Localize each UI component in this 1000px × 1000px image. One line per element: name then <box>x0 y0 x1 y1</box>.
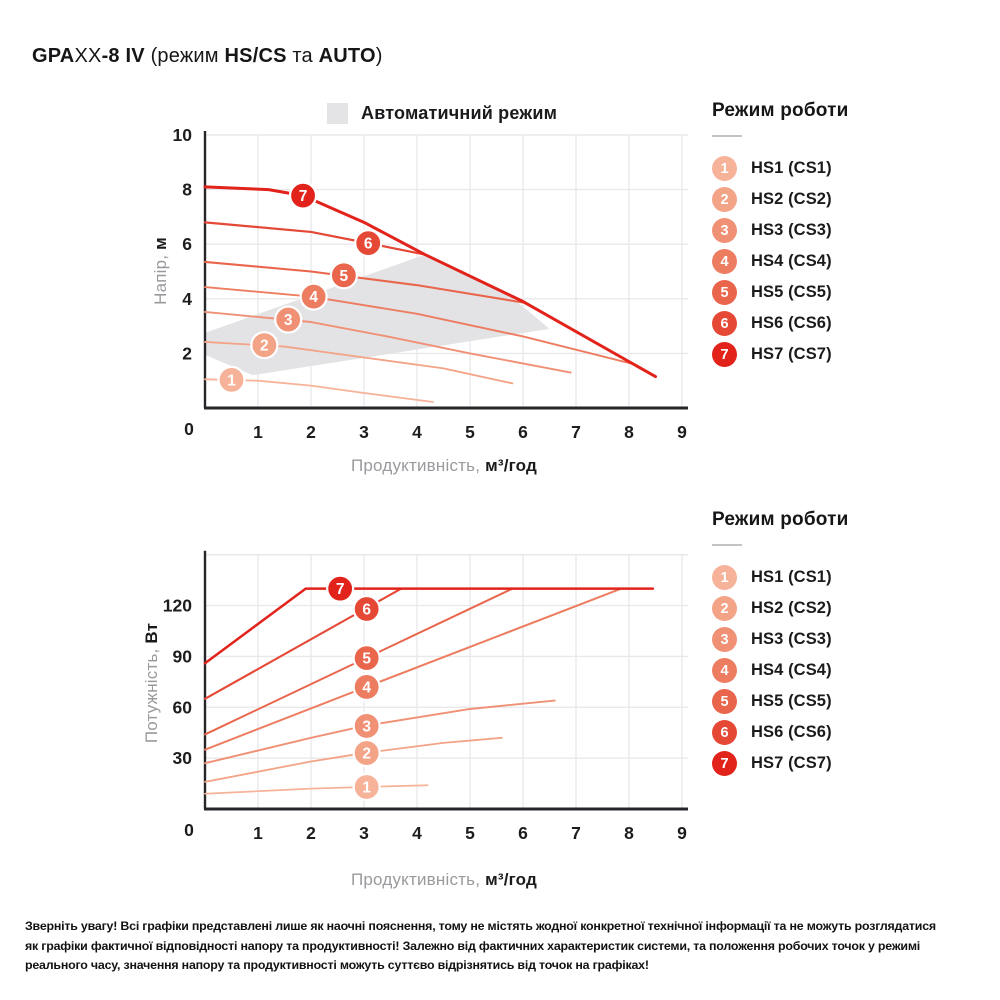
legend-item-hs33 <box>712 218 992 243</box>
title-mode-and: та <box>286 45 319 67</box>
legend-badge-5-icon: 5 <box>712 689 737 714</box>
disclaimer <box>25 917 1000 976</box>
svg-text:3: 3 <box>359 823 369 843</box>
curve-hs77 <box>205 589 653 664</box>
svg-text:6: 6 <box>518 422 528 442</box>
legend-item-label: HS6 (CS6) <box>751 314 832 332</box>
svg-text:8: 8 <box>624 823 634 843</box>
mode-legend-items <box>712 156 992 367</box>
title-mode-auto: AUTO <box>318 45 376 67</box>
curve-badge-6-icon <box>355 230 381 256</box>
curve-badge-7-icon <box>327 576 353 602</box>
svg-text:7: 7 <box>571 823 581 843</box>
legend-item-hs66 <box>712 311 992 336</box>
legend-badge-1-icon: 1 <box>712 156 737 181</box>
svg-text:2: 2 <box>306 422 316 442</box>
svg-text:10: 10 <box>172 125 192 145</box>
x-axis-unit-1: м³/год <box>485 456 538 475</box>
title-model-xx: XX <box>74 45 102 67</box>
svg-text:1: 1 <box>227 372 236 390</box>
y-axis-unit-1: м <box>151 237 170 250</box>
legend-item-hs77 <box>712 751 992 776</box>
legend-badge-1-icon: 1 <box>712 565 737 590</box>
legend-badge-6-icon: 6 <box>712 311 737 336</box>
title-mode-hscs: HS/CS <box>224 45 287 67</box>
legend-item-label: HS5 (CS5) <box>751 692 832 710</box>
y-axis-unit-2: Вт <box>142 622 161 644</box>
curve-badge-5-icon <box>331 262 357 288</box>
legend-item-hs66 <box>712 720 992 745</box>
legend-item-hs44 <box>712 658 992 683</box>
svg-text:2: 2 <box>260 337 269 355</box>
svg-text:1: 1 <box>253 422 263 442</box>
curve-badge-4-icon <box>301 284 327 310</box>
svg-text:4: 4 <box>362 679 371 697</box>
power-flow-chart <box>150 545 698 867</box>
auto-mode-label: Автоматичний режим <box>361 103 558 123</box>
mode-legend-heading: Режим роботи <box>712 100 849 121</box>
y-axis-title-head <box>151 237 171 305</box>
legend-badge-3-icon: 3 <box>712 627 737 652</box>
legend-item-label: HS3 (CS3) <box>751 630 832 648</box>
svg-text:4: 4 <box>412 823 422 843</box>
legend-item-label: HS6 (CS6) <box>751 723 832 741</box>
auto-mode-region <box>205 255 550 376</box>
legend-item-label: HS7 (CS7) <box>751 345 832 363</box>
svg-text:4: 4 <box>182 288 192 309</box>
legend-badge-7-icon: 7 <box>712 342 737 367</box>
x-axis-title-flow-1 <box>205 456 683 476</box>
x-axis-unit-2: м³/год <box>485 870 538 889</box>
y-axis-name-2: Потужність, <box>142 648 161 744</box>
svg-text:8: 8 <box>182 179 192 200</box>
legend-badge-6-icon: 6 <box>712 720 737 745</box>
mode-legend-top <box>712 100 992 373</box>
svg-text:5: 5 <box>362 650 371 668</box>
legend-item-label: HS2 (CS2) <box>751 190 832 208</box>
curve-badge-3-icon <box>354 713 380 739</box>
svg-text:4: 4 <box>412 422 422 442</box>
svg-text:5: 5 <box>465 823 475 843</box>
svg-text:3: 3 <box>362 718 371 736</box>
curve-badge-2-icon <box>251 332 277 358</box>
legend-item-label: HS1 (CS1) <box>751 159 832 177</box>
y-axis-title-power <box>142 623 162 743</box>
svg-text:8: 8 <box>624 422 634 442</box>
svg-text:60: 60 <box>172 697 192 718</box>
svg-text:7: 7 <box>335 581 345 599</box>
legend-item-hs11 <box>712 565 992 590</box>
svg-text:6: 6 <box>182 234 192 255</box>
svg-text:6: 6 <box>363 235 373 253</box>
svg-text:2: 2 <box>182 343 192 364</box>
curve-badge-6-icon <box>354 596 380 622</box>
svg-text:3: 3 <box>283 312 293 330</box>
x-axis-title-flow-2 <box>205 870 683 890</box>
svg-text:30: 30 <box>172 748 192 769</box>
curve-hs22 <box>205 738 502 782</box>
svg-text:1: 1 <box>253 823 263 843</box>
legend-badge-4-icon: 4 <box>712 249 737 274</box>
page-title <box>32 45 383 68</box>
svg-text:2: 2 <box>362 745 371 763</box>
legend-item-label: HS2 (CS2) <box>751 599 832 617</box>
title-mode-close: ) <box>375 45 383 67</box>
x-axis-name-2: Продуктивність, <box>350 870 481 889</box>
auto-mode-legend <box>327 103 557 124</box>
head-flow-chart <box>150 125 698 452</box>
legend-badge-2-icon: 2 <box>712 596 737 621</box>
legend-item-hs22 <box>712 187 992 212</box>
title-model-suffix: -8 IV <box>101 45 145 67</box>
curve-badge-4-icon <box>354 674 380 700</box>
mode-legend-items <box>712 565 992 776</box>
curve-badge-2-icon <box>354 740 380 766</box>
legend-item-label: HS1 (CS1) <box>751 568 832 586</box>
legend-badge-3-icon: 3 <box>712 218 737 243</box>
legend-item-label: HS4 (CS4) <box>751 661 832 679</box>
svg-text:5: 5 <box>465 422 475 442</box>
svg-text:0: 0 <box>184 419 194 439</box>
legend-badge-5-icon: 5 <box>712 280 737 305</box>
legend-item-label: HS5 (CS5) <box>751 283 832 301</box>
legend-badge-7-icon: 7 <box>712 751 737 776</box>
svg-text:2: 2 <box>306 823 316 843</box>
disclaimer-line-1: Зверніть увагу! Всі графіки представлені лише як наочні пояснення, тому не містять жодної конкретної технічної інформації та не можуть розглядатися <box>25 919 936 933</box>
legend-item-hs22 <box>712 596 992 621</box>
curve-badge-5-icon <box>354 645 380 671</box>
svg-text:9: 9 <box>677 823 687 843</box>
legend-divider <box>712 544 742 546</box>
title-model-part: GPA <box>32 45 75 67</box>
curve-badge-1-icon <box>354 774 380 800</box>
curve-badge-7-icon <box>290 183 316 209</box>
legend-badge-4-icon: 4 <box>712 658 737 683</box>
legend-divider <box>712 135 742 137</box>
tick-labels <box>163 596 687 843</box>
y-axis-name-1: Напір, <box>151 254 170 305</box>
curve-hs11 <box>205 785 428 793</box>
legend-item-label: HS7 (CS7) <box>751 754 832 772</box>
auto-region-swatch <box>327 103 348 124</box>
svg-text:5: 5 <box>339 267 349 285</box>
svg-text:120: 120 <box>162 595 192 616</box>
mode-legend-heading: Режим роботи <box>712 509 849 530</box>
svg-text:1: 1 <box>362 779 371 797</box>
legend-badge-2-icon: 2 <box>712 187 737 212</box>
svg-text:7: 7 <box>571 422 581 442</box>
svg-text:9: 9 <box>677 422 687 442</box>
legend-item-hs55 <box>712 689 992 714</box>
curve-hs44 <box>205 589 621 750</box>
svg-text:4: 4 <box>309 289 318 307</box>
svg-text:0: 0 <box>184 820 194 840</box>
legend-item-hs55 <box>712 280 992 305</box>
legend-item-label: HS4 (CS4) <box>751 252 832 270</box>
title-mode-open: (режим <box>144 45 225 67</box>
svg-text:3: 3 <box>359 422 369 442</box>
curve-badge-3-icon <box>275 307 301 333</box>
svg-text:6: 6 <box>518 823 528 843</box>
svg-text:6: 6 <box>362 601 371 619</box>
mode-legend-bottom <box>712 509 992 782</box>
curve-badge-1-icon <box>219 367 245 393</box>
x-axis-name-1: Продуктивність, <box>350 456 481 475</box>
legend-item-hs44 <box>712 249 992 274</box>
svg-text:90: 90 <box>172 646 192 667</box>
svg-text:7: 7 <box>298 188 308 206</box>
gridlines <box>205 555 688 809</box>
disclaimer-line-3: реального часу, значення напору та продуктивності можуть суттєво відрізнятись від точок на графіках! <box>25 958 649 973</box>
legend-item-hs77 <box>712 342 992 367</box>
legend-item-label: HS3 (CS3) <box>751 221 832 239</box>
legend-item-hs11 <box>712 156 992 181</box>
disclaimer-line-2: як графіки фактичної відповідності напору та продуктивності! Залежно від фактичних характеристик системи, та положення робочих точок у режимі <box>25 938 921 953</box>
legend-item-hs33 <box>712 627 992 652</box>
